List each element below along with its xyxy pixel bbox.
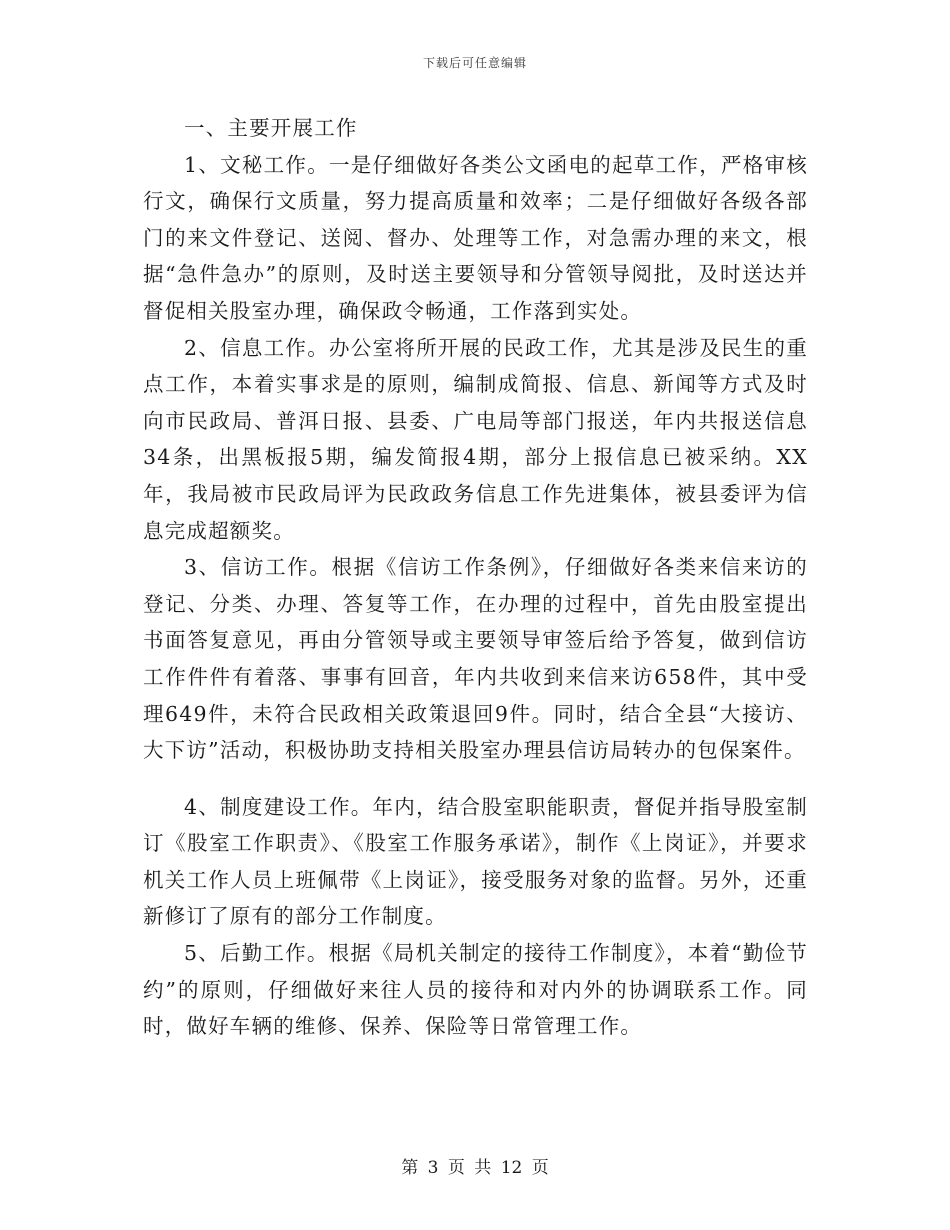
paragraph-system-building: 4、制度建设工作。年内，结合股室职能职责，督促并指导股室制订《股室工作职责》、《股室工作服务承诺》，制作《上岗证》，并要求机关工作人员上班佩带《上岗证》，接受服务对象的监督。另外，还重新修订了原有的部分工作制度。 [143,794,808,929]
section-heading: 一、主要开展工作 [184,116,358,140]
page-header-note: 下载后可任意编辑 [422,56,527,70]
paragraph-gap [143,769,808,789]
paragraph-petition-work: 3、信访工作。根据《信访工作条例》，仔细做好各类来信来访的登记、分类、办理、答复等工作，在办理的过程中，首先由股室提出书面答复意见，再由分管领导或主要领导审签后给予答复，做到信访工作件件有着落、事事有回音，年内共收到来信来访658件，其中受理649件，未符合民政相关政策退回9件。同时，结合全县“大接访、大下访”活动，积极协助支持相关股室办理县信访局转办的包保案件。 [143,555,808,763]
paragraph-logistics-work: 5、后勤工作。根据《局机关制定的接待工作制度》，本着“勤俭节约”的原则，仔细做好来往人员的接待和对内外的协调联系工作。同时，做好车辆的维修、保养、保险等日常管理工作。 [143,941,808,1039]
page-number: 第 3 页 共 12 页 [401,1158,549,1178]
document-body [143,110,808,1045]
paragraph-information-work: 2、信息工作。办公室将所开展的民政工作，尤其是涉及民生的重点工作，本着实事求是的原则，编制成简报、信息、新闻等方式及时向市民政局、普洱日报、县委、广电局等部门报送，年内共报送信息34条，出黑板报5期，编发简报4期，部分上报信息已被采纳。XX年，我局被市民政局评为民政政务信息工作先进集体，被县委评为信息完成超额奖。 [143,335,808,543]
paragraph-secretarial-work: 1、文秘工作。一是仔细做好各类公文函电的起草工作，严格审核行文，确保行文质量，努力提高质量和效率；二是仔细做好各级各部门的来文件登记、送阅、督办、处理等工作，对急需办理的来文，根据“急件急办”的原则，及时送主要领导和分管领导阅批，及时送达并督促相关股室办理，确保政令畅通，工作落到实处。 [143,152,808,323]
